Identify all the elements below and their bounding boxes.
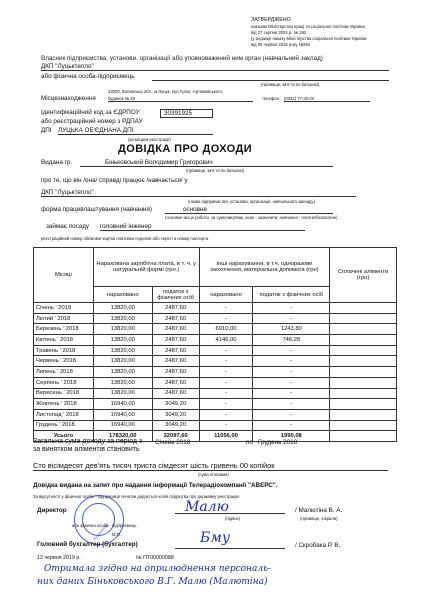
salary-cell: 13820,00 <box>93 335 152 346</box>
handwritten-note-1: Отримала згідно на оприлюднення персональ- <box>44 564 272 574</box>
other-cell: - <box>199 377 253 388</box>
tax-cell: 2487,60 <box>152 324 199 335</box>
month-cell: Серпень ' 2018 <box>34 377 94 388</box>
mp-label: М.П. <box>112 532 121 537</box>
alimony-cell <box>330 409 397 420</box>
or-individual-label: або фізична особа-підприємець <box>41 73 135 80</box>
month-cell: Листопад ' 2018 <box>34 409 94 420</box>
other-cell: - <box>199 388 253 399</box>
header-alimony: Сплачені аліменти (грн) <box>330 248 397 303</box>
rdpau-label: або реєстраційний номер з РДПАУ <box>41 118 143 125</box>
salary-cell: 13820,00 <box>93 313 152 324</box>
table-row <box>34 345 397 356</box>
header-tax: податок з фізичних осіб <box>152 287 199 303</box>
alimony-cell <box>330 377 397 388</box>
other-tax-cell: - <box>253 409 330 420</box>
other-cell: 4146,00 <box>199 335 253 346</box>
tax-cell: 2487,60 <box>152 377 199 388</box>
other-tax-cell: - <box>253 367 330 378</box>
summary-to: Грудень 2018 <box>258 439 298 446</box>
approval-title: ЗАТВЕРДЖЕНО <box>251 17 291 23</box>
summary-from: Січень 2018 <box>155 439 191 446</box>
approval-line1: наказом Міністерства праці та соціальної політики України <box>251 24 365 29</box>
salary-cell: 13820,00 <box>93 367 152 378</box>
salary-cell: 13820,00 <box>93 356 152 367</box>
accountant-signature: Бму <box>200 530 231 546</box>
approval-line4: від 05 червня 2015 року №591 <box>251 42 311 47</box>
header-other-tax: податок з фізичних осіб <box>253 287 330 303</box>
accountant-label: Головний бухгалтер (бухгалтер) <box>37 541 138 548</box>
month-cell: Лютий ' 2018 <box>34 313 94 324</box>
total-salary: 178320,00 <box>93 431 152 442</box>
table-row <box>34 377 397 388</box>
month-cell: Грудень ' 2018 <box>34 420 94 431</box>
form-value: основне <box>165 206 333 214</box>
header-accrued: нараховано <box>93 287 152 303</box>
phone-label: телефон <box>262 96 279 101</box>
other-tax-cell: - <box>253 313 330 324</box>
document-number: № ПТ00000088 <box>136 555 174 561</box>
director-hint: (підпис) <box>225 516 241 521</box>
approval-line3: (у редакції наказу Міністерства соціальної політики України <box>251 36 367 41</box>
reg-hint: (за місцем реєстрації) <box>128 137 171 142</box>
org-name: ДКП "Луцьктепло" <box>41 63 389 71</box>
other-cell: - <box>199 420 253 431</box>
table-row <box>34 399 397 410</box>
phone-value: (0332) 77-32-00 <box>284 96 370 102</box>
individual-line <box>152 73 389 81</box>
dpi-label: ДПІ <box>41 127 52 134</box>
other-cell: 6910,00 <box>199 324 253 335</box>
table-row <box>34 335 397 346</box>
alimony-cell <box>330 388 397 399</box>
alimony-cell <box>330 356 397 367</box>
month-cell: Січень ' 2018 <box>34 303 94 314</box>
issue-date: 12 червня 2019 р. <box>37 555 81 561</box>
total-other-tax: 1990,08 <box>253 431 330 442</box>
total-other: 11056,00 <box>199 431 253 442</box>
other-cell: - <box>199 356 253 367</box>
month-cell: Квітень ' 2018 <box>34 335 94 346</box>
other-tax-cell: - <box>253 420 330 431</box>
table-row <box>34 420 397 431</box>
director-signature: Малю <box>185 499 229 515</box>
salary-cell: 13820,00 <box>93 377 152 388</box>
header-salary: Нарахована заробітна плата, в т. ч. у натуральній формі (грн.) <box>93 248 199 287</box>
month-cell: Жовтень ' 2018 <box>34 399 94 410</box>
total-label: Усього <box>34 431 94 442</box>
handwritten-note-2: них даних Біньковського В.Г. Малю (Малютіна) <box>37 577 268 587</box>
amount-in-words: Сто вісімдесят дев'ять тисяч триста сімдесят шість гривень 00 копійок <box>33 461 275 470</box>
tax-cell: 2487,60 <box>152 388 199 399</box>
edrpou-value: 30391925 <box>160 109 213 118</box>
director-label: Директор <box>37 507 67 514</box>
location-label: Місцезнаходження <box>41 95 96 102</box>
alimony-cell <box>330 303 397 314</box>
tax-cell: 2487,60 <box>152 303 199 314</box>
other-tax-cell: 1243,80 <box>253 324 330 335</box>
other-tax-cell: - <box>253 356 330 367</box>
other-tax-cell: 746,28 <box>253 335 330 346</box>
salary-cell: 16940,00 <box>93 399 152 410</box>
salary-cell: 16940,00 <box>93 409 152 420</box>
position-label: займає посаду <box>46 223 90 230</box>
address-line2: будинок № 20 <box>108 96 253 102</box>
other-tax-cell: - <box>253 388 330 399</box>
individual-hint: (прізвище, ім'я та по батькові) <box>261 82 320 87</box>
document-title: ДОВІДКА ПРО ДОХОДИ <box>118 143 253 155</box>
other-cell: - <box>199 367 253 378</box>
tax-cell: 2487,60 <box>152 367 199 378</box>
person-name: Біньковський Володимир Григорович <box>80 159 333 167</box>
works-label: про те, що він /она/ справді працює /навчається/ у <box>41 177 188 184</box>
tax-cell: 2487,60 <box>152 335 199 346</box>
employer-name: ДКП "Луцьктепло" <box>41 189 356 197</box>
total-alimony <box>330 431 397 442</box>
other-cell: - <box>199 409 253 420</box>
regnum-label: реєстраційний номер облікової картки платника податків або серія та номер паспорта <box>41 236 209 241</box>
name-hint: (прізвище, ім'я та по батькові) <box>186 168 245 173</box>
owner-label: Власник підприємства, установи, організації або уповноважений ним орган (навчальний заклад) <box>41 55 323 62</box>
stamp-text: Луцьктепло <box>91 521 110 542</box>
table-row <box>34 409 397 420</box>
alimony-cell <box>330 313 397 324</box>
alimony-cell <box>330 420 397 431</box>
alimony-cell <box>330 324 397 335</box>
issued-label: Видана гр. <box>41 159 73 166</box>
address-line1: 43000, Волинська обл., м.Луцьк, вул.Гулка -Артемовського, <box>108 89 223 94</box>
tax-cell: 3049,20 <box>152 399 199 410</box>
director-name-hint: (прізвище, ініціали) <box>300 516 338 521</box>
salary-cell: 13820,00 <box>93 324 152 335</box>
month-cell: Березень ' 2018 <box>34 324 94 335</box>
other-tax-cell: - <box>253 303 330 314</box>
month-cell: Липень ' 2018 <box>34 367 94 378</box>
alimony-cell <box>330 345 397 356</box>
table-row <box>34 356 397 367</box>
tax-cell: 3049,20 <box>152 420 199 431</box>
month-cell: Вересень ' 2018 <box>34 388 94 399</box>
approval-line2: від 27 серпня 2004 р. № 192 <box>251 30 307 35</box>
summary-line <box>33 470 388 471</box>
alimony-cell <box>330 367 397 378</box>
alimony-cell <box>330 335 397 346</box>
tax-cell: 3049,20 <box>152 409 199 420</box>
table-row <box>34 388 397 399</box>
salary-cell: 13820,00 <box>93 388 152 399</box>
summary-to-label: по <box>246 439 253 446</box>
salary-cell: 16940,00 <box>93 420 152 431</box>
accountant-name: / Скробака Р. В. <box>295 542 341 549</box>
month-cell: Травень ' 2018 <box>34 345 94 356</box>
director-name: / Малютіна В. А. <box>295 507 343 514</box>
purpose-hint: За відсутності у фізичної особи - підприємця печатки додається копія свідоцтва про державну реєстрацію <box>33 494 240 499</box>
other-cell: - <box>199 303 253 314</box>
purpose-text: Довідка видана на запит про надання інформації Телерадіокомпанії "АВЕРС". <box>33 482 278 489</box>
other-cell: - <box>199 313 253 324</box>
summary-label-1: Загальна сума доходу за період з <box>33 438 143 445</box>
tax-cell: 2487,60 <box>152 356 199 367</box>
salary-cell: 13820,00 <box>93 303 152 314</box>
tax-cell: 2487,60 <box>152 345 199 356</box>
edrpou-label: Ідентифікаційний код за ЄДРПОУ <box>41 109 140 116</box>
month-cell: Червень ' 2018 <box>34 356 94 367</box>
other-tax-cell: - <box>253 345 330 356</box>
table-row <box>34 367 397 378</box>
salary-cell: 13820,00 <box>93 345 152 356</box>
form-label: форма працевлаштування (навчання) <box>41 206 153 213</box>
table-row <box>34 313 397 324</box>
form-hint: (основне місце роботи, за сумісництвом, інше - зазначити; навчання - платне/безплатне) <box>165 215 338 220</box>
alimony-cell <box>330 399 397 410</box>
header-other: Інші нарахування, в т.ч. одноразове заохочення, матеріальна допомога (грн) <box>199 248 330 287</box>
other-tax-cell: - <box>253 399 330 410</box>
total-tax: 32097,60 <box>152 431 199 442</box>
fop-line: або фізична особа - підприємець <box>72 523 137 528</box>
other-cell: - <box>199 399 253 410</box>
table-row <box>34 303 397 314</box>
employer-hint: (назва підприємства, установи, організації, навчального закладу) <box>188 199 315 204</box>
amount-hint: (сума літерами) <box>198 472 229 477</box>
income-table <box>33 247 397 442</box>
table-row <box>34 324 397 335</box>
dpi-value: ЛУЦЬКА ОБ'ЄДНАНА ДПІ <box>58 127 213 135</box>
tax-cell: 2487,60 <box>152 313 199 324</box>
summary-label-2: за винятком аліментів становить <box>33 446 140 453</box>
position-value: головний інженер <box>100 223 305 231</box>
header-other-accrued: нараховано <box>199 287 253 303</box>
other-cell: - <box>199 345 253 356</box>
header-months: Місяці <box>34 248 94 303</box>
other-tax-cell: - <box>253 377 330 388</box>
